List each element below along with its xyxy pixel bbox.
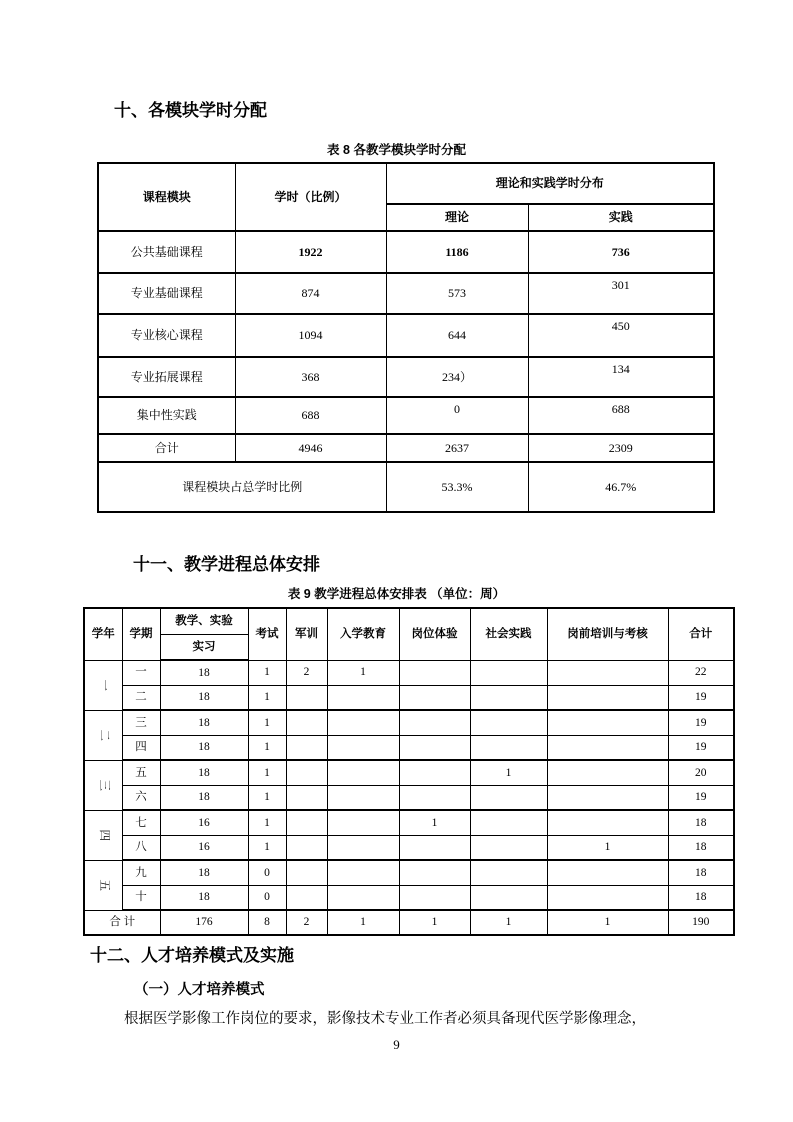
- job-cell: [399, 685, 470, 710]
- job-cell: [399, 860, 470, 885]
- year-cell: [84, 660, 122, 710]
- military-total-cell: 2: [286, 910, 327, 935]
- military-cell: 2: [286, 660, 327, 685]
- prejob-cell: [547, 660, 668, 685]
- social-cell: [470, 860, 547, 885]
- prejob-cell: [547, 735, 668, 760]
- total-label-cell: 合 计: [84, 910, 160, 935]
- teach-cell: 18: [160, 885, 248, 910]
- social-total-cell: 1: [470, 910, 547, 935]
- t8-header-theory: 理论: [386, 204, 528, 231]
- t9-header-teaching: 教学、实验: [160, 608, 248, 634]
- military-cell: [286, 785, 327, 810]
- table-row: [84, 735, 734, 760]
- t9-header-term: 学期: [122, 608, 160, 660]
- grand-total-cell: 190: [668, 910, 734, 935]
- total-cell: 19: [668, 735, 734, 760]
- military-cell: [286, 760, 327, 785]
- theory-cell: 644: [386, 314, 528, 357]
- orientation-cell: [327, 785, 399, 810]
- t8-header-hours: 学时（比例）: [235, 163, 386, 231]
- year-cell: [84, 710, 122, 760]
- teach-cell: 16: [160, 810, 248, 835]
- theory-ratio-cell: 53.3%: [386, 462, 528, 512]
- military-cell: [286, 685, 327, 710]
- year-label: 三: [97, 779, 110, 791]
- military-cell: [286, 835, 327, 860]
- table-footer-row: [98, 462, 714, 512]
- social-cell: [470, 735, 547, 760]
- t8-header-practice: 实践: [528, 204, 714, 231]
- job-cell: [399, 885, 470, 910]
- orientation-cell: [327, 885, 399, 910]
- prejob-cell: 1: [547, 835, 668, 860]
- social-cell: [470, 785, 547, 810]
- practice-cell: 134: [528, 357, 714, 397]
- term-cell: 九: [122, 860, 160, 885]
- table-row: [84, 835, 734, 860]
- total-cell: 19: [668, 685, 734, 710]
- total-cell: 18: [668, 885, 734, 910]
- table-row: [84, 660, 734, 685]
- social-cell: [470, 710, 547, 735]
- job-cell: [399, 785, 470, 810]
- job-cell: [399, 660, 470, 685]
- section-12-heading: 十二、人才培养模式及实施: [90, 946, 294, 965]
- practice-cell: 688: [528, 397, 714, 434]
- prejob-cell: [547, 760, 668, 785]
- military-cell: [286, 735, 327, 760]
- table-8-caption: 表 8 各教学模块学时分配: [327, 143, 466, 157]
- exam-cell: 1: [248, 835, 286, 860]
- orientation-cell: 1: [327, 660, 399, 685]
- table-teaching-schedule: [83, 607, 735, 936]
- total-cell: 19: [668, 785, 734, 810]
- military-cell: [286, 810, 327, 835]
- job-cell: 1: [399, 810, 470, 835]
- hours-cell: 1922: [235, 231, 386, 273]
- hours-cell: 4946: [235, 434, 386, 462]
- orientation-cell: [327, 760, 399, 785]
- orientation-total-cell: 1: [327, 910, 399, 935]
- table-row: [98, 357, 714, 397]
- table-row: [84, 810, 734, 835]
- military-cell: [286, 710, 327, 735]
- prejob-cell: [547, 810, 668, 835]
- social-cell: [470, 885, 547, 910]
- table-row: [84, 685, 734, 710]
- year-cell: [84, 760, 122, 810]
- table-row: [84, 860, 734, 885]
- teach-cell: 16: [160, 835, 248, 860]
- section-10-heading: 十、各模块学时分配: [114, 101, 267, 120]
- job-cell: [399, 835, 470, 860]
- orientation-cell: [327, 710, 399, 735]
- prejob-cell: [547, 860, 668, 885]
- prejob-cell: [547, 710, 668, 735]
- total-cell: 19: [668, 710, 734, 735]
- military-cell: [286, 885, 327, 910]
- exam-cell: 0: [248, 885, 286, 910]
- orientation-cell: [327, 860, 399, 885]
- total-cell: 18: [668, 860, 734, 885]
- orientation-cell: [327, 735, 399, 760]
- exam-cell: 1: [248, 660, 286, 685]
- ratio-label-cell: 课程模块占总学时比例: [98, 462, 386, 512]
- theory-cell: 573: [386, 273, 528, 314]
- t9-header-military: 军训: [286, 608, 327, 660]
- t9-header-job-experience: 岗位体验: [399, 608, 470, 660]
- social-cell: [470, 810, 547, 835]
- year-label: 二: [97, 729, 110, 741]
- year-cell: [84, 860, 122, 910]
- t9-header-total: 合计: [668, 608, 734, 660]
- social-cell: [470, 835, 547, 860]
- section-12-paragraph: 根据医学影像工作岗位的要求，影像技术专业工作者必须具备现代医学影像理念，: [124, 1011, 646, 1027]
- practice-cell: 450: [528, 314, 714, 357]
- prejob-cell: [547, 685, 668, 710]
- table-9-caption: 表 9 教学进程总体安排表 （单位：周）: [287, 587, 506, 601]
- page-number: 9: [393, 1037, 400, 1052]
- exam-cell: 1: [248, 785, 286, 810]
- t9-header-exam: 考试: [248, 608, 286, 660]
- exam-total-cell: 8: [248, 910, 286, 935]
- module-name-cell: 专业核心课程: [98, 314, 235, 357]
- table-row: [84, 785, 734, 810]
- theory-cell: 2637: [386, 434, 528, 462]
- term-cell: 四: [122, 735, 160, 760]
- orientation-cell: [327, 685, 399, 710]
- teach-cell: 18: [160, 685, 248, 710]
- teach-cell: 18: [160, 710, 248, 735]
- hours-cell: 688: [235, 397, 386, 434]
- hours-cell: 368: [235, 357, 386, 397]
- module-name-cell: 公共基础课程: [98, 231, 235, 273]
- prejob-total-cell: 1: [547, 910, 668, 935]
- teach-cell: 18: [160, 735, 248, 760]
- term-cell: 三: [122, 710, 160, 735]
- total-cell: 18: [668, 810, 734, 835]
- exam-cell: 1: [248, 810, 286, 835]
- section-11-heading: 十一、教学进程总体安排: [133, 555, 320, 574]
- orientation-cell: [327, 810, 399, 835]
- job-cell: [399, 760, 470, 785]
- teach-cell: 18: [160, 760, 248, 785]
- module-name-cell: 专业拓展课程: [98, 357, 235, 397]
- table-total-row: [84, 910, 734, 935]
- section-12-subheading: （一）人才培养模式: [134, 982, 265, 998]
- practice-ratio-cell: 46.7%: [528, 462, 714, 512]
- total-cell: 18: [668, 835, 734, 860]
- exam-cell: 1: [248, 710, 286, 735]
- t9-header-year: 学年: [84, 608, 122, 660]
- year-label: 五: [97, 879, 110, 891]
- exam-cell: 1: [248, 735, 286, 760]
- table-module-hours: [97, 162, 715, 513]
- job-total-cell: 1: [399, 910, 470, 935]
- teach-cell: 18: [160, 860, 248, 885]
- table-row: [98, 273, 714, 314]
- term-cell: 一: [122, 660, 160, 685]
- year-label: 四: [97, 829, 110, 841]
- table-row: [98, 231, 714, 273]
- total-cell: 20: [668, 760, 734, 785]
- term-cell: 八: [122, 835, 160, 860]
- prejob-cell: [547, 885, 668, 910]
- t8-header-module: 课程模块: [98, 163, 235, 231]
- total-cell: 22: [668, 660, 734, 685]
- module-name-cell: 合计: [98, 434, 235, 462]
- exam-cell: 1: [248, 685, 286, 710]
- table-row: [84, 760, 734, 785]
- teach-total-cell: 176: [160, 910, 248, 935]
- military-cell: [286, 860, 327, 885]
- module-name-cell: 专业基础课程: [98, 273, 235, 314]
- year-cell: [84, 810, 122, 860]
- exam-cell: 1: [248, 760, 286, 785]
- term-cell: 二: [122, 685, 160, 710]
- term-cell: 十: [122, 885, 160, 910]
- theory-cell: 234）: [386, 357, 528, 397]
- term-cell: 五: [122, 760, 160, 785]
- social-cell: 1: [470, 760, 547, 785]
- table-row: [98, 434, 714, 462]
- t9-header-orientation: 入学教育: [327, 608, 399, 660]
- t9-header-social-practice: 社会实践: [470, 608, 547, 660]
- practice-cell: 2309: [528, 434, 714, 462]
- social-cell: [470, 685, 547, 710]
- social-cell: [470, 660, 547, 685]
- orientation-cell: [327, 835, 399, 860]
- year-label: 一: [97, 679, 110, 691]
- prejob-cell: [547, 785, 668, 810]
- teach-cell: 18: [160, 660, 248, 685]
- table-row: [84, 885, 734, 910]
- hours-cell: 1094: [235, 314, 386, 357]
- t8-header-distribution: 理论和实践学时分布: [386, 163, 714, 204]
- t9-header-internship: 实习: [160, 634, 248, 660]
- table-row: [98, 314, 714, 357]
- theory-cell: 0: [386, 397, 528, 434]
- t9-header-prejob-training: 岗前培训与考核: [547, 608, 668, 660]
- teach-cell: 18: [160, 785, 248, 810]
- module-name-cell: 集中性实践: [98, 397, 235, 434]
- job-cell: [399, 735, 470, 760]
- practice-cell: 301: [528, 273, 714, 314]
- exam-cell: 0: [248, 860, 286, 885]
- term-cell: 六: [122, 785, 160, 810]
- table-row: [98, 397, 714, 434]
- hours-cell: 874: [235, 273, 386, 314]
- job-cell: [399, 710, 470, 735]
- term-cell: 七: [122, 810, 160, 835]
- theory-cell: 1186: [386, 231, 528, 273]
- table-row: [84, 710, 734, 735]
- practice-cell: 736: [528, 231, 714, 273]
